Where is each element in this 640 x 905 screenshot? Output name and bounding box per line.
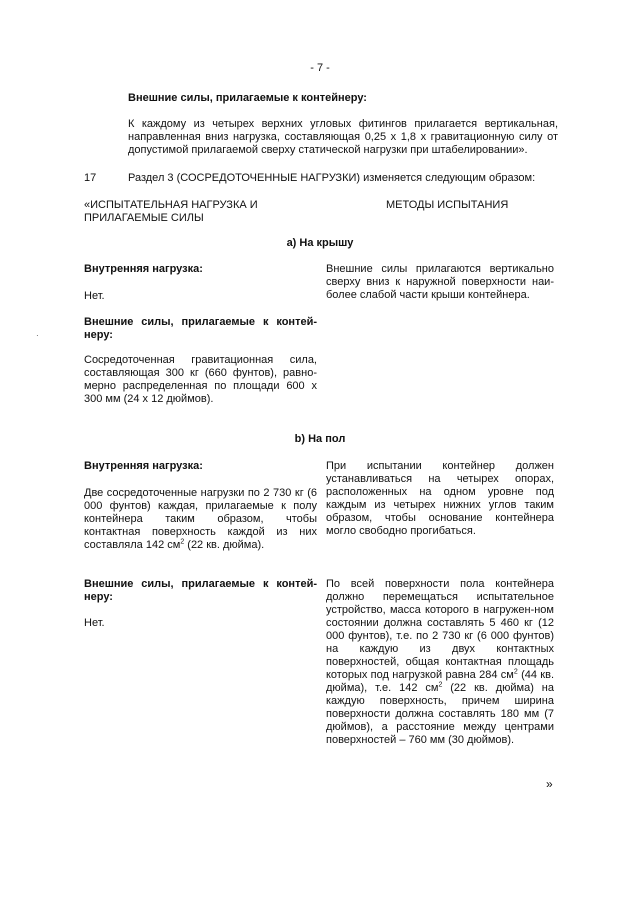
- page-number: - 7 -: [310, 62, 330, 74]
- intro-body: К каждому из четырех верхних угловых фитингов прилагается вертикальная, направленная вниз нагрузка, составляющая 0,25 x 1,8 x гравитационную силу от допустимой прилагаемой сверху статической нагрузки при штабелировании».: [128, 118, 558, 156]
- section-a-external-label: Внешние силы, прилагаемые к контей-неру:: [84, 316, 317, 341]
- section-b-method-2: По всей поверхности пола контейнера должно перемещаться испытательное устройство, масса которого в нагружен-ном состоянии должна составлять 5 460 кг (12 000 фунтов), т.е. по 2 730 кг (6 000 фунтов) на каждую из двух контактных поверхностей, общая контактная площадь которых под нагрузкой равна 284 $см^2$ (44 кв. дюйма), т.е. 142 $см^2$ (22 кв. дюйма) на каждую поверхность, причем ширина поверхности должна составлять 180 мм (7 дюймов), а расстояние между центрами поверхностей – 760 мм (30 дюймов).: [326, 578, 554, 746]
- paragraph-number: 17: [84, 172, 97, 184]
- section-a-internal-label: Внутренняя нагрузка:: [84, 263, 203, 275]
- section-b-external-value: Нет.: [84, 617, 105, 629]
- section-a-title: a) На крышу: [286, 237, 354, 249]
- column-header-right: МЕТОДЫ ИСПЫТАНИЯ: [386, 199, 509, 211]
- section-b-title: b) На пол: [294, 433, 346, 445]
- section-b-external-label: Внешние силы, прилагаемые к контей-неру:: [84, 578, 317, 603]
- closing-quote: »: [546, 777, 553, 791]
- section-a-external-value: Сосредоточенная гравитационная сила, составляющая 300 кг (660 фунтов), равно-мерно распределенная по площади 600 x 300 мм (24 x 12 дюймов).: [84, 354, 317, 405]
- column-header-left: «ИСПЫТАТЕЛЬНАЯ НАГРУЗКА И ПРИЛАГАЕМЫЕ СИЛЫ: [84, 199, 258, 224]
- section-a-method: Внешние силы прилагаются вертикально сверху вниз к наружной поверхности наи-более слабой части крыши контейнера.: [326, 263, 554, 301]
- intro-heading: Внешние силы, прилагаемые к контейнеру:: [128, 92, 367, 104]
- section-b-internal-value: Две сосредоточенные нагрузки по 2 730 кг (6 000 фунтов) каждая, прилагаемые к полу контейнера таким образом, чтобы контактная поверхность каждой из них составляла 142 $см^2$ (22 кв. дюйма).: [84, 487, 317, 551]
- scan-speck: ·: [36, 331, 39, 340]
- paragraph-text: Раздел 3 (СОСРЕДОТОЧЕННЫЕ НАГРУЗКИ) изменяется следующим образом:: [128, 172, 536, 184]
- section-b-internal-label: Внутренняя нагрузка:: [84, 460, 203, 472]
- section-b-method-1: При испытании контейнер должен устанавливаться на четырех опорах, расположенных на одном уровне под каждым из четырех нижних углов таким образом, чтобы основание контейнера могло свободно прогибаться.: [326, 460, 554, 537]
- section-a-internal-value: Нет.: [84, 290, 105, 302]
